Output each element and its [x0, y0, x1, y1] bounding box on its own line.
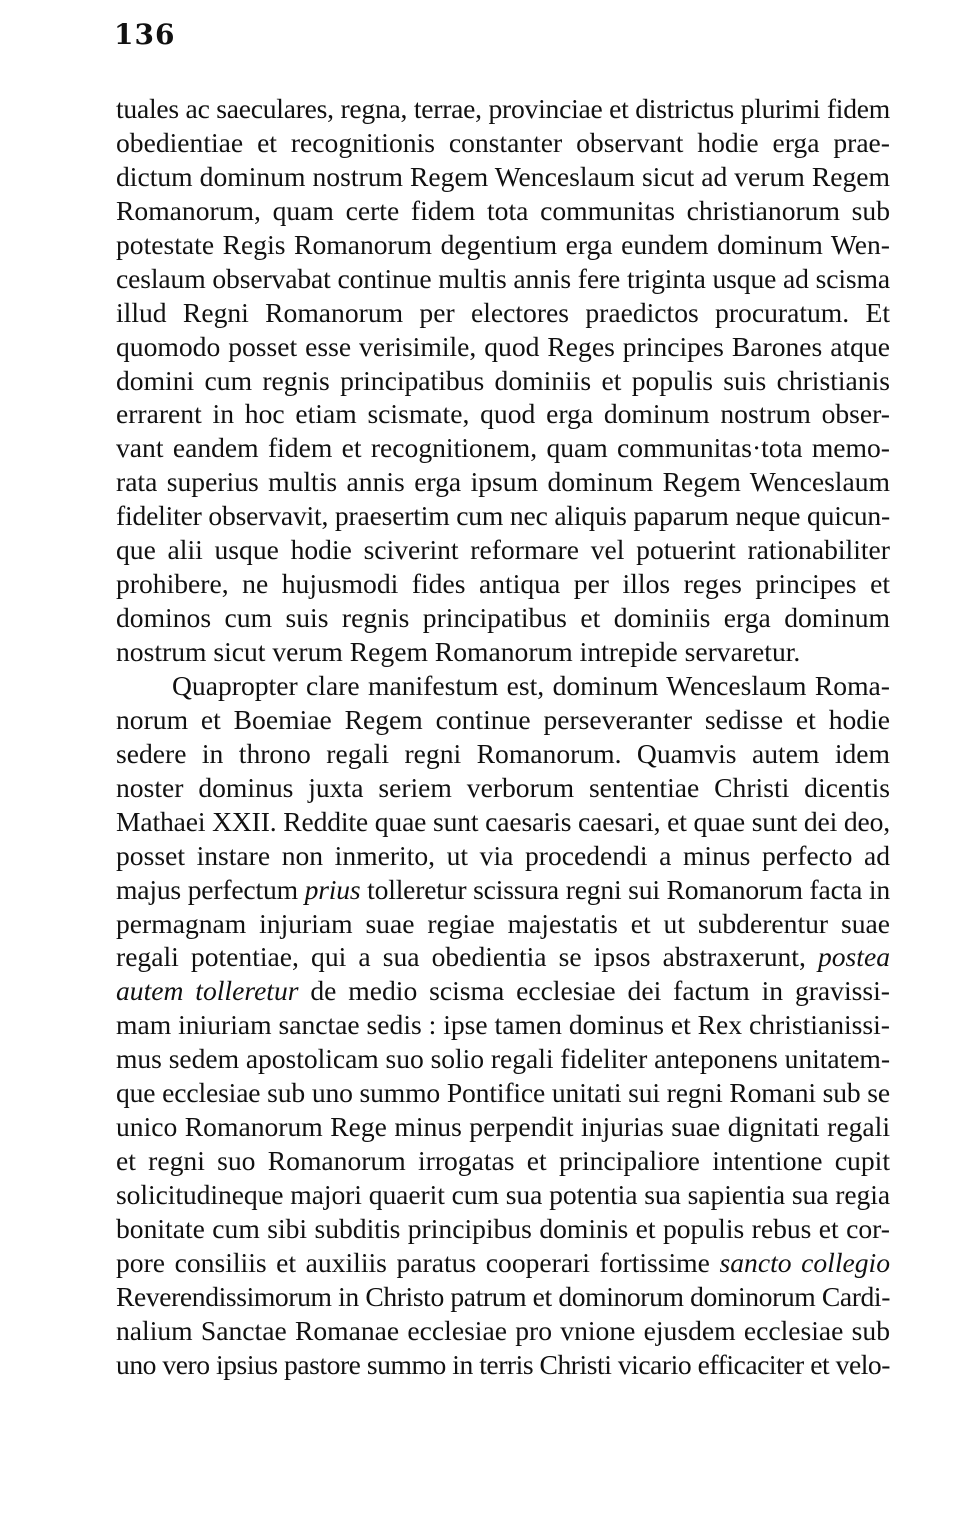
text-segment: dictum dominum nostrum Regem Wenceslaum sicut ad verum Regem — [116, 160, 890, 192]
text-line — [116, 1178, 890, 1212]
text-line — [116, 567, 890, 601]
text-segment: dominos cum suis regnis principatibus et dominiis erga dominum — [116, 602, 890, 634]
text-line — [116, 805, 890, 839]
text-line — [116, 431, 890, 465]
text-line — [116, 1110, 890, 1144]
text-line — [116, 839, 890, 873]
text-line — [116, 703, 890, 737]
text-line — [116, 1076, 890, 1110]
text-line — [116, 194, 890, 228]
text-line — [116, 533, 890, 567]
text-line — [116, 1144, 890, 1178]
text-line — [116, 228, 890, 262]
text-segment: tolleretur scissura regni sui Romanorum facta in — [360, 873, 891, 905]
text-line — [116, 873, 890, 907]
text-segment: et regni suo Romanorum irrogatas et principaliore intentione cupit — [116, 1145, 890, 1177]
text-line — [116, 669, 890, 703]
text-segment: sedere in throno regali regni Romanorum. Quamvis autem idem — [116, 737, 890, 769]
page-number: 136 — [114, 18, 176, 51]
text-line — [116, 1280, 890, 1314]
text-segment: norum et Boemiae Regem continue perseveranter sedisse et hodie — [116, 703, 890, 735]
text-line — [116, 907, 890, 941]
text-segment: illud Regni Romanorum per electores praedictos procuratum. Et — [116, 296, 890, 328]
text-segment: solicitudineque majori quaerit cum sua potentia sua sapientia sua regia — [116, 1179, 891, 1210]
text-segment: errarent in hoc etiam scismate, quod erga dominum nostrum obser- — [116, 398, 890, 430]
text-segment: bonitate cum sibi subditis principibus dominis et populis rebus et cor- — [116, 1212, 890, 1244]
italic-text: prius — [304, 873, 361, 905]
text-segment: uno vero ipsius pastore summo in terris Christi vicario efficaciter et velo- — [116, 1348, 890, 1380]
text-line — [116, 737, 890, 771]
text-line — [116, 974, 890, 1008]
text-segment: mus sedem apostolicam suo solio regali fideliter anteponens unitatem- — [116, 1043, 890, 1075]
text-segment: rata superius multis annis erga ipsum dominum Regem Wenceslaum — [116, 466, 890, 498]
text-line — [116, 1348, 890, 1382]
text-line — [116, 1314, 890, 1348]
text-segment: obedientiae et recognitionis constanter observant hodie erga prae- — [116, 126, 890, 158]
text-segment: permagnam injuriam suae regiae majestatis et ut subderentur suae — [116, 907, 890, 939]
text-segment: vant eandem fidem et recognitionem, quam communitas·tota memo- — [116, 432, 890, 464]
text-segment: prohibere, ne hujusmodi fides antiqua per illos reges principes et — [116, 568, 890, 600]
text-segment: pore consiliis et auxiliis paratus cooperari fortissime — [116, 1246, 720, 1278]
text-line — [116, 1246, 890, 1280]
text-segment: quomodo posset esse verisimile, quod Reges principes Barones atque — [116, 330, 890, 362]
text-line — [116, 1008, 890, 1042]
text-segment: fideliter observavit, praesertim cum nec aliquis paparum neque quicun- — [116, 500, 890, 532]
text-line — [116, 635, 890, 669]
text-line — [116, 330, 890, 364]
text-segment: mam iniuriam sanctae sedis : ipse tamen dominus et Rex christianissi- — [116, 1009, 890, 1041]
text-line — [116, 364, 890, 398]
text-segment: noster dominus juxta seriem verborum sententiae Christi dicentis — [116, 771, 890, 803]
text-line — [116, 601, 890, 635]
text-line — [116, 499, 890, 533]
text-segment: domini cum regnis principatibus dominiis et populis suis christianis — [116, 364, 890, 396]
text-line — [116, 126, 890, 160]
text-line — [116, 262, 890, 296]
text-segment: que alii usque hodie sciverint reformare vel potuerint rationabiliter — [116, 534, 890, 566]
text-line — [116, 160, 890, 194]
text-segment: nalium Sanctae Romanae ecclesiae pro vnione ejusdem ecclesiae sub — [116, 1314, 890, 1346]
text-segment: que ecclesiae sub uno summo Pontifice unitati sui regni Romani sub se — [116, 1077, 890, 1109]
text-segment: regali potentiae, qui a sua obedientia se ipsos abstraxerunt, — [116, 941, 818, 973]
italic-text: autem tolleretur — [116, 975, 299, 1007]
text-line — [116, 940, 890, 974]
text-line — [116, 1042, 890, 1076]
text-segment: Mathaei XXII. Reddite quae sunt caesaris caesari, et quae sunt dei deo, — [116, 805, 891, 837]
text-segment: nostrum sicut verum Regem Romanorum intrepide servaretur. — [116, 636, 801, 667]
text-segment: Romanorum, quam certe fidem tota communitas christianorum sub — [116, 194, 890, 226]
text-segment: ceslaum observabat continue multis annis fere triginta usque ad scisma — [116, 262, 890, 294]
text-line — [116, 1212, 890, 1246]
text-segment: Reverendissimorum in Christo patrum et dominorum dominorum Cardi- — [116, 1280, 891, 1312]
text-segment: posset instare non inmerito, ut via procedendi a minus perfecto ad — [116, 839, 890, 871]
body-text — [116, 92, 890, 1382]
text-segment: unico Romanorum Rege minus perpendit injurias suae dignitati regali — [116, 1111, 890, 1143]
text-line — [116, 771, 890, 805]
text-line — [116, 397, 890, 431]
text-segment: de medio scisma ecclesiae dei factum in gravissi- — [298, 975, 890, 1007]
text-line — [116, 465, 890, 499]
text-line — [116, 296, 890, 330]
text-segment: potestate Regis Romanorum degentium erga eundem dominum Wen- — [116, 228, 890, 260]
text-segment: majus perfectum — [116, 873, 305, 905]
italic-text: sancto collegio — [719, 1246, 890, 1278]
text-segment: Quapropter clare manifestum est, dominum Wenceslaum Roma- — [172, 669, 890, 701]
italic-text: postea — [817, 941, 890, 973]
text-line — [116, 92, 890, 126]
text-segment: tuales ac saeculares, regna, terrae, provinciae et districtus plurimi fidem — [116, 93, 890, 124]
